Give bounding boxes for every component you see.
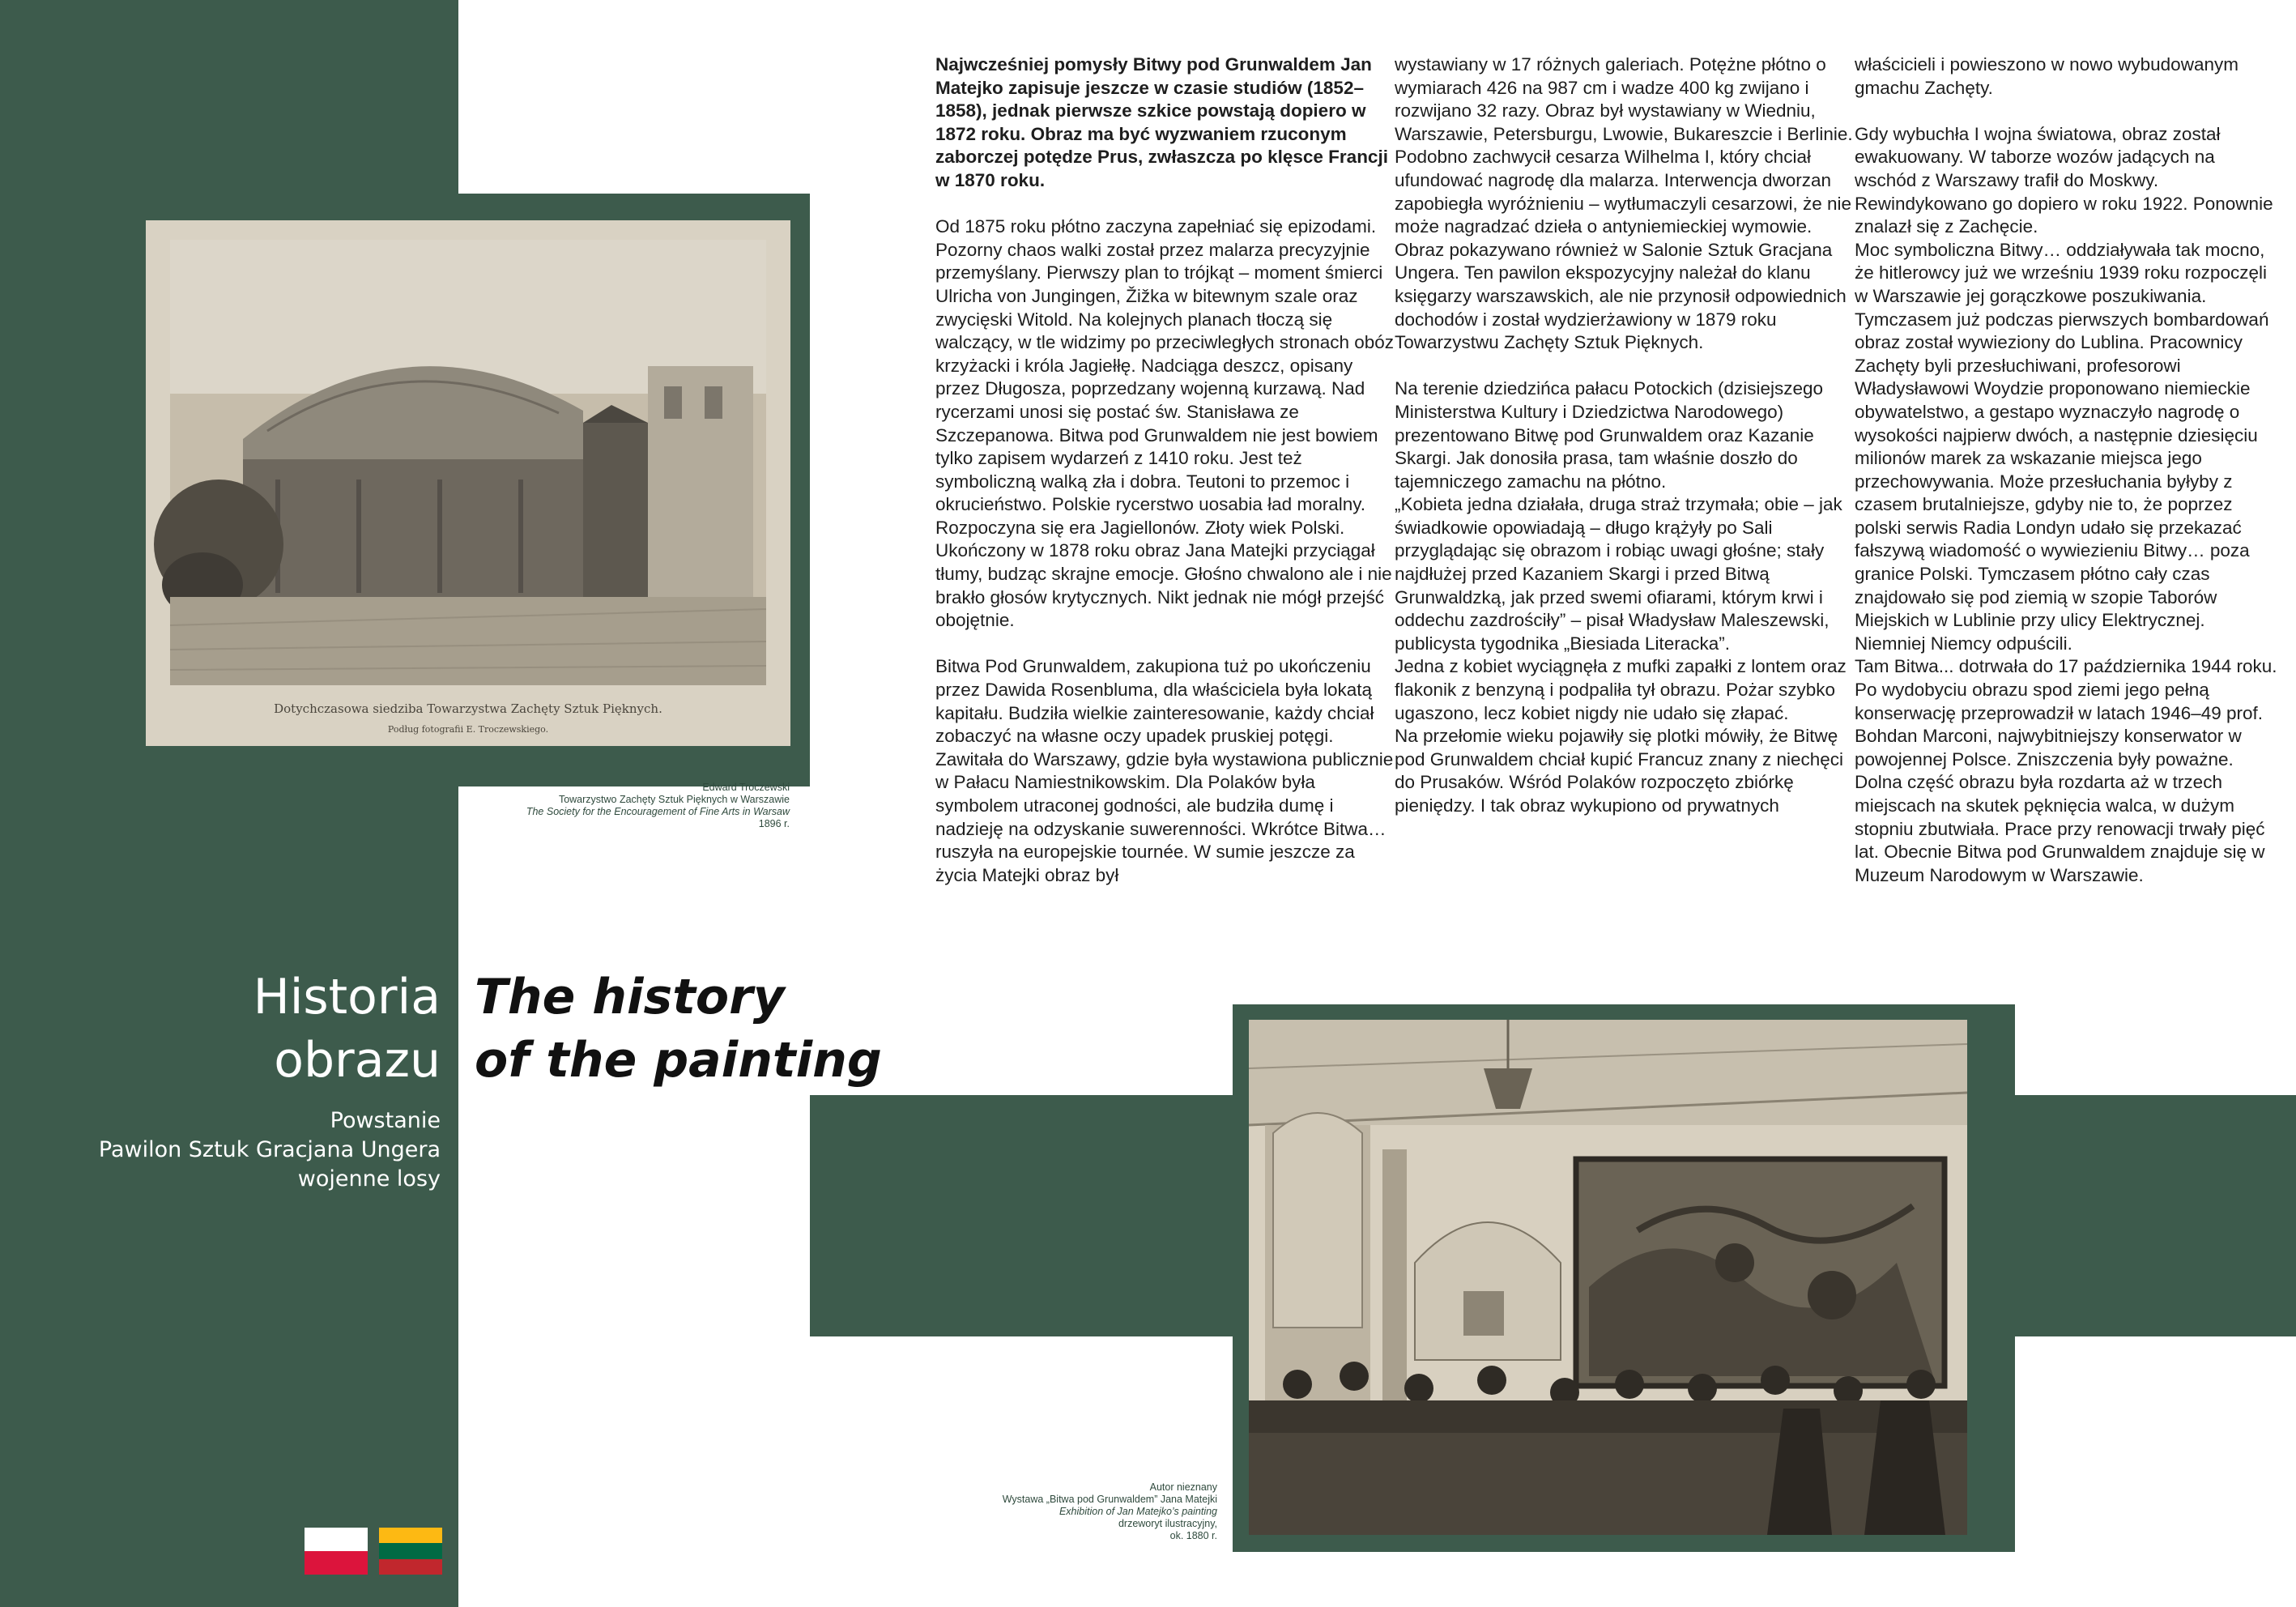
subtitle-pl-1: Powstanie xyxy=(330,1108,441,1133)
col2-paragraph-3: „Kobieta jedna działała, druga straż trzymała; obie – jak świadkowie opowiadają – długo krążyły po Sali przyglądając się obrazom i robiąc uwagi głośne; stały najdłużej przed Kazaniem Skargi i przed Bitwą Grunwaldzką, jak przed swemi ofiarami, którym krwi i oddechu zazdrościły” – pisał Władysław Maleszewski, publicysta tygodnika „Biesiada Literacka”. xyxy=(1395,494,1842,654)
col3-paragraph-3: Moc symboliczna Bitwy… oddziaływała tak mocno, że hitlerowcy już we wrześniu 1939 roku rozpoczęli w Warszawie jej gorączkowe poszukiwania. Tymczasem już podczas pierwszych bombardowań obraz został wywieziony do Lublina. Pracownicy Zachęty byli przesłuchiwani, profesorowi Władysławowi Woydzie proponowano niemieckie obywatelstwo, a gestapo wyznaczyło nagrodę o wysokości najpierw dwóch, a następnie dziesięciu milionów marek za wskazanie miejsca jego przechowywania. Może przesłuchania byłyby z czasem brutalniejsze, gdyby nie to, że poprzez polski serwis Radia Londyn udało się przekazać fałszywą wiadomość o wywiezieniu Bitwy… poza granice Polski. Tymczasem płótno cały czas znajdowało się pod ziemią w szopie Taborów Miejskich w Lublinie przy ulicy Elektrycznej. Niemniej Niemcy odpuścili. xyxy=(1855,239,2269,654)
subtitles-polish xyxy=(99,1106,441,1194)
title-en-line2: of the painting xyxy=(475,1032,882,1089)
col1-lead-paragraph: Najwcześniej pomysły Bitwy pod Grunwaldem Jan Matejko zapisuje jeszcze w czasie studiów (1852–1858), jednak pierwsze szkice powstają dopiero w 1872 roku. Obraz ma być wyzwaniem rzuconym zaborczej potędze Prus, zwłaszcza po klęsce Francji w 1870 roku. xyxy=(935,54,1388,190)
col3-paragraph-4: Tam Bitwa... dotrwała do 17 października 1944 roku. Po wydobyciu obrazu spod ziemi jego pełną konserwację przeprowadził w latach 1946–49 prof. Bohdan Marconi, najwybitniejszy konserwator w powojennej Polsce. Zniszczenia były poważne. Dolna część obrazu była rozdarta aż w trzech miejscach na skutek pęknięcia walca, w dużym stopniu zbutwiała. Prace przy renowacji trwały pięć lat. Obecnie Bitwa pod Grunwaldem znajduje się w Muzeum Narodowym w Warszawie. xyxy=(1855,656,2277,885)
col1-paragraph-3: Bitwa Pod Grunwaldem, zakupiona tuż po ukończeniu przez Dawida Rosenbluma, dla właściciela była lokatą kapitału. Budziła wielkie zainteresowanie, każdy chciał zobaczyć na własne oczy upadek pruskiej potęgi. Zawitała do Warszawy, gdzie była wystawiona publicznie w Pałacu Namiestnikowskim. Dla Polaków była symbolem utraconej godności, ale budziła dumę i nadzieję na odzyskanie suwerenności. Wkrótce Bitwa… ruszyła na europejskie tournée. W sumie jeszcze za życia Matejki obraz był xyxy=(935,656,1394,885)
subtitle-pl-3: wojenne losy xyxy=(297,1166,441,1191)
text-column-2 xyxy=(1395,53,1856,818)
subtitle-en-1: Creation xyxy=(475,1108,568,1133)
photo1-credit-author: Edward Troczewski xyxy=(702,782,790,793)
col2-paragraph-4: Jedna z kobiet wyciągnęła z mufki zapałki z lontem oraz flakonik z benzyną i podpaliła tył obrazu. Pożar szybko ugaszono, lecz kobiet nigdy nie udało się złapać. xyxy=(1395,656,1847,723)
title-en-line1: The history xyxy=(475,969,785,1025)
photo2-credit-year: ok. 1880 r. xyxy=(1169,1530,1217,1541)
photo1-credit-en: The Society for the Encouragement of Fine Arts in Warsaw xyxy=(526,806,790,817)
title-english xyxy=(475,965,882,1092)
text-column-3 xyxy=(1855,53,2280,887)
col2-paragraph-2: Na terenie dziedzińca pałacu Potockich (dzisiejszego Ministerstwa Kultury i Dziedzictwa Narodowego) prezentowano Bitwę pod Grunwaldem oraz Kazanie Skargi. Jak donosiła prasa, tam właśnie doszło do tajemniczego zamachu na płótno. xyxy=(1395,378,1824,492)
subtitle-en-3: wartime fate xyxy=(475,1166,615,1191)
title-pl-line2: obrazu xyxy=(274,1032,441,1089)
historic-building-photo xyxy=(146,220,790,746)
photo1-credit xyxy=(449,782,790,830)
photo2-credit xyxy=(877,1481,1217,1542)
photo2-credit-en: Exhibition of Jan Matejko’s painting xyxy=(1059,1506,1217,1517)
polish-flag-icon xyxy=(305,1528,368,1575)
subtitles-english xyxy=(475,1106,758,1194)
photo1-credit-pl: Towarzystwo Zachęty Sztuk Pięknych w Warszawie xyxy=(558,794,790,805)
subtitle-pl-2: Pawilon Sztuk Gracjana Ungera xyxy=(98,1137,441,1162)
exhibition-engraving xyxy=(1249,1020,1967,1535)
photo2-credit-author: Autor nieznany xyxy=(1149,1481,1217,1493)
photo1-credit-year: 1896 r. xyxy=(758,818,790,829)
printed-photo-caption: Dotychczasowa siedziba Towarzystwa Zachęty Sztuk Pięknych. xyxy=(274,701,662,716)
lithuanian-flag-icon xyxy=(379,1528,442,1575)
title-polish xyxy=(253,965,441,1092)
photo2-credit-pl: Wystawa „Bitwa pod Grunwaldem” Jana Matejki xyxy=(1002,1494,1217,1505)
col3-paragraph-2: Gdy wybuchła I wojna światowa, obraz został ewakuowany. W taborze wozów jadących na wschód z Warszawy trafił do Moskwy. Rewindykowano go dopiero w roku 1922. Ponownie znalazł się z Zachęcie. xyxy=(1855,123,2273,237)
printed-photo-subcaption: Podług fotografii E. Troczewskiego. xyxy=(387,724,549,735)
subtitle-en-2: Gracjan Unger’s Art Salon xyxy=(475,1137,758,1162)
col3-paragraph-1: właścicieli i powieszono w nowo wybudowanym gmachu Zachęty. xyxy=(1855,54,2238,98)
col2-paragraph-5: Na przełomie wieku pojawiły się plotki mówiły, że Bitwę pod Grunwaldem chciał kupić Francuz znany z niechęci do Prusaków. Wśród Polaków rozpoczęto zbiórkę pieniędzy. I tak obraz wykupiono od prywatnych xyxy=(1395,726,1844,816)
text-column-1 xyxy=(935,53,1397,910)
col2-paragraph-1: wystawiany w 17 różnych galeriach. Potężne płótno o wymiarach 426 na 987 cm i wadze 400 kg zwijano i rozwijano 32 razy. Obraz był wystawiany w Wiedniu, Warszawie, Petersburgu, Lwowie, Bukareszcie i Berlinie. Podobno zachwycił cesarza Wilhelma I, który chciał ufundować nagrodę dla malarza. Interwencja dworzan zapobiegła wyróżnieniu – wytłumaczyli cesarzowi, że nie może nagradzać dzieła o antyniemieckiej wymowie. Obraz pokazywano również w Salonie Sztuk Gracjana Ungera. Ten pawilon ekspozycyjny należał do klanu księgarzy warszawskich, ale nie przynosił odpowiednich dochodów i został wydzierżawiony w 1879 roku Towarzystwu Zachęty Sztuk Pięknych. xyxy=(1395,54,1853,353)
title-pl-line1: Historia xyxy=(253,969,441,1025)
col1-paragraph-2: Od 1875 roku płótno zaczyna zapełniać się epizodami. Pozorny chaos walki został przez malarza precyzyjnie przemyślany. Pierwszy plan to trójkąt – moment śmierci Ulricha von Jungingen, Žižka w bitewnym szale oraz zwycięski Witold. Na kolejnych planach tłoczą się walczący, w tle widzimy po przeciwległych stronach obóz krzyżacki i króla Jagiełłę. Nadciąga deszcz, opisany przez Długosza, poprzedzany wojenną kurzawą. Nad rycerzami unosi się postać św. Stanisława ze Szczepanowa. Bitwa pod Grunwaldem nie jest bowiem tylko zapisem wydarzeń z 1410 roku. Jest też symboliczną walką zła i dobra. Teutoni to przemoc i okrucieństwo. Polskie rycerstwo uosabia ład moralny. Rozpoczyna się era Jagiellonów. Złoty wiek Polski. Ukończony w 1878 roku obraz Jana Matejki przyciągał tłumy, budząc skrajne emocje. Głośno chwalono ale i nie brakło głosów krytycznych. Nikt jednak nie mógł przejść obojętnie. xyxy=(935,216,1395,631)
photo2-credit-tech: drzeworyt ilustracyjny, xyxy=(1118,1518,1217,1529)
